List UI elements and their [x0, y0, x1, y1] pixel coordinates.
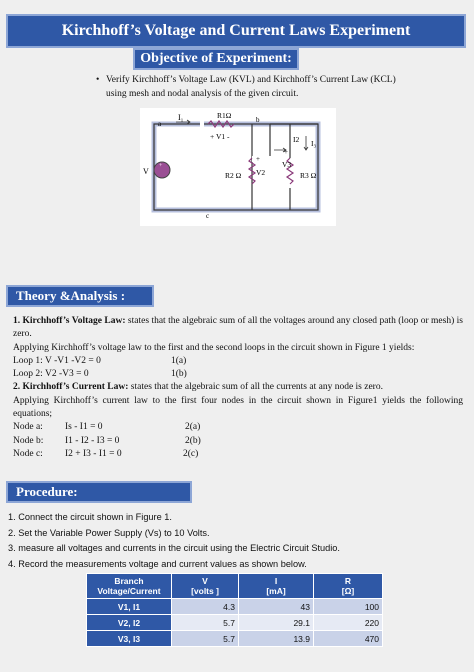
header-resistance: R [Ω] [314, 574, 383, 599]
table-row [87, 631, 383, 647]
r3-label: R3 Ω [300, 171, 317, 180]
current-i1-label: I₁ [178, 113, 184, 122]
node-c-ref: 2(c) [183, 448, 199, 459]
r2-label: R2 Ω [225, 171, 242, 180]
current-cell: 13.9 [239, 631, 314, 647]
v3-plus: + [284, 148, 288, 156]
procedure-step: 4. Record the measurements voltage and current values as shown below. [8, 558, 307, 569]
branch-cell: V3, I3 [87, 631, 172, 647]
node-a-ref: 2(a) [185, 422, 201, 433]
node-equation [13, 421, 463, 434]
measurement-table [86, 573, 383, 647]
kcl-text: states that the algebraic sum of all the currents at any node is zero. [128, 382, 383, 393]
objective-bullet [96, 73, 396, 101]
loop-2-eq: Loop 2: V2 -V3 = 0 [13, 369, 89, 380]
branch-cell: V1, I1 [87, 599, 172, 615]
source-label: V [143, 167, 149, 176]
kvl-paragraph [13, 315, 463, 342]
current-i2-label: I2 [293, 135, 300, 144]
node-a-name: Node a: [13, 422, 43, 433]
bullet-icon: • [96, 75, 100, 85]
voltage-cell: 5.7 [172, 615, 239, 631]
resistance-cell: 100 [314, 599, 383, 615]
circuit-diagram [140, 108, 336, 226]
node-b-eq: I1 - I2 - I3 = 0 [65, 435, 120, 446]
source-plus: + [159, 163, 163, 169]
node-a-eq: Is - I1 = 0 [65, 422, 103, 433]
header-branch: Branch Voltage/Current [87, 574, 172, 599]
voltage-cell: 4.3 [172, 599, 239, 615]
procedure-step: 2. Set the Variable Power Supply (Vs) to 10 Volts. [8, 527, 210, 538]
resistance-cell: 470 [314, 631, 383, 647]
v3-label: V3 [282, 160, 292, 169]
table-row [87, 599, 383, 615]
document-title: Kirchhoff’s Voltage and Current Laws Experiment [6, 14, 466, 48]
procedure-heading: Procedure: [6, 481, 192, 503]
v1-label: + V1 - [210, 132, 230, 141]
procedure-step: 1. Connect the circuit shown in Figure 1. [8, 512, 172, 522]
kcl-apply: Applying Kirchhoff’s current law to the first four nodes in the circuit shown in Figure1 yields the following equations; [13, 395, 463, 420]
branch-cell: V2, I2 [87, 615, 172, 631]
loop-equation [13, 355, 463, 368]
resistance-cell: 220 [314, 615, 383, 631]
node-equation [13, 435, 463, 448]
header-current: I [mA] [239, 574, 314, 599]
node-b-ref: 2(b) [185, 435, 201, 446]
kvl-apply: Applying Kirchhoff’s voltage law to the first and the second loops in the circuit shown in Figure 1 yields: [13, 342, 415, 353]
node-c-name: Node c: [13, 448, 43, 459]
current-cell: 43 [239, 599, 314, 615]
v2-plus: + [256, 155, 260, 163]
node-b-name: Node b: [13, 435, 44, 446]
current-i3-label: I₃ [311, 139, 317, 148]
voltage-cell: 5.7 [172, 631, 239, 647]
kvl-text: states that the algebraic sum of all the voltages around any closed path (loop or mesh) is zero. [13, 316, 463, 340]
node-a-label: a [158, 120, 162, 128]
theory-heading: Theory &Analysis : [6, 285, 154, 307]
node-equation [13, 448, 463, 461]
loop-1-eq: Loop 1: V -V1 -V2 = 0 [13, 355, 101, 366]
procedure-step: 3. measure all voltages and currents in the circuit using the Electric Circuit Studio. [8, 543, 340, 554]
current-cell: 29.1 [239, 615, 314, 631]
table-row [87, 615, 383, 631]
loop-equation [13, 368, 463, 381]
objective-heading: Objective of Experiment: [133, 48, 299, 70]
kcl-heading: 2. Kirchhoff’s Current Law: [13, 382, 129, 393]
procedure-steps [8, 510, 468, 572]
v2-label: V2 [256, 168, 266, 177]
node-c-eq: I2 + I3 - I1 = 0 [65, 448, 122, 459]
kcl-paragraph [13, 381, 463, 394]
objective-bullet-text: Verify Kirchhoff’s Voltage Law (KVL) and Kirchhoff’s Current Law (KCL) using mesh and nodal analysis of the given circuit. [106, 75, 396, 99]
loop-1-ref: 1(a) [171, 355, 187, 366]
kvl-heading: 1. Kirchhoff’s Voltage Law: [13, 316, 126, 326]
node-b-label: b [256, 116, 260, 124]
current-i3-arrow [304, 136, 308, 150]
r1-label: R1Ω [217, 111, 232, 120]
loop-2-ref: 1(b) [171, 369, 187, 380]
header-voltage: V [volts ] [172, 574, 239, 599]
node-c-label: c [206, 212, 210, 220]
theory-section [13, 315, 463, 461]
